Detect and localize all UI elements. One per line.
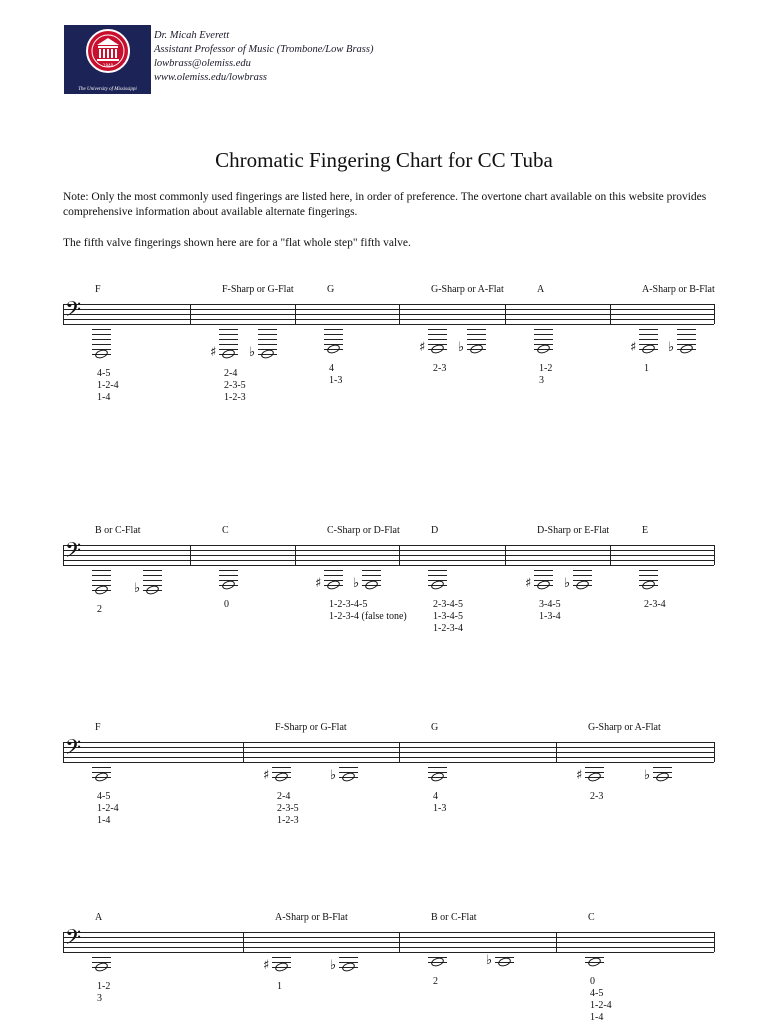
ledger-line [639, 329, 658, 330]
fingering-value: 1-2 [539, 363, 553, 374]
ledger-line [92, 329, 111, 330]
fingering-list [644, 363, 649, 375]
page-title: Chromatic Fingering Chart for CC Tuba [215, 148, 553, 172]
fingering-value: 1-2-4 [97, 803, 119, 814]
fingering-value: 2-3 [590, 791, 604, 802]
barline [399, 742, 400, 762]
fingering-value: 1-2-3 [224, 392, 246, 403]
fingering-value: 1-4 [97, 392, 111, 403]
barline [63, 932, 64, 952]
fingering-value: 4 [433, 791, 438, 802]
logo-caption: The University of Mississippi [78, 87, 137, 92]
note-name-label: F [95, 722, 101, 733]
note-name-label: A [95, 912, 103, 923]
ledger-line [362, 570, 381, 571]
fingering-list [97, 368, 119, 404]
contact-block [154, 29, 373, 85]
staff-line [63, 762, 714, 763]
ledger-line [639, 334, 658, 335]
sharp-icon: ♯ [525, 576, 532, 591]
fingering-value: 1-2-3-4 [433, 623, 463, 634]
barline [399, 304, 400, 324]
ledger-line [428, 575, 447, 576]
barline [243, 742, 244, 762]
barline [556, 742, 557, 762]
ledger-line [219, 575, 238, 576]
fingering-value: 1-3 [329, 375, 343, 386]
bass-clef-icon: 𝄢 [65, 925, 82, 954]
flat-icon: ♭ [353, 576, 360, 591]
ledger-line [92, 575, 111, 576]
fingering-value: 3 [97, 993, 102, 1004]
fingering-list [433, 363, 446, 375]
ledger-line [92, 339, 111, 340]
staff-line [63, 324, 714, 325]
fingering-list [590, 791, 603, 803]
sharp-icon: ♯ [315, 576, 322, 591]
fingering-value: 1-3-4-5 [433, 611, 463, 622]
barline [714, 304, 715, 324]
fingering-list [97, 981, 110, 1005]
fifth-valve-note: The fifth valve fingerings shown here are for a "flat whole step" fifth valve. [63, 237, 411, 249]
note-name-label: E [642, 525, 649, 536]
fingering-value: 3 [539, 375, 544, 386]
barline [190, 545, 191, 565]
staff-line [63, 555, 714, 556]
note-name-label: A-Sharp or B-Flat [642, 284, 715, 295]
ledger-line [92, 570, 111, 571]
ledger-line [362, 575, 381, 576]
fingering-value: 0 [224, 599, 229, 610]
fingering-value: 2-3-4 [644, 599, 666, 610]
ledger-line [272, 767, 291, 768]
ledger-line [573, 570, 592, 571]
flat-icon: ♭ [668, 340, 675, 355]
ledger-line [534, 575, 553, 576]
note-name-label: G [327, 284, 335, 295]
staff-line [63, 565, 714, 566]
barline [610, 304, 611, 324]
note-name-label: G-Sharp or A-Flat [588, 722, 661, 733]
ledger-line [534, 339, 553, 340]
author-position: Assistant Professor of Music (Trombone/Low Brass) [154, 44, 374, 55]
barline [63, 545, 64, 565]
barline [63, 304, 64, 324]
ledger-line [219, 339, 238, 340]
fingering-list [539, 599, 561, 623]
fingering-value: 2-4 [277, 791, 291, 802]
ledger-line [585, 767, 604, 768]
sharp-icon: ♯ [576, 768, 583, 783]
author-website[interactable]: www.olemiss.edu/lowbrass [154, 72, 267, 83]
fingering-list [644, 599, 666, 611]
ledger-line [428, 767, 447, 768]
ledger-line [143, 570, 162, 571]
sharp-icon: ♯ [263, 768, 270, 783]
fingering-value: 1-4 [97, 815, 111, 826]
fingering-list [329, 599, 407, 623]
staff-line [63, 942, 714, 943]
fingering-list [433, 976, 438, 988]
sharp-icon: ♯ [210, 345, 217, 360]
ledger-line [324, 329, 343, 330]
ledger-line [677, 339, 696, 340]
ledger-line [428, 570, 447, 571]
ledger-line [324, 339, 343, 340]
fingering-list [224, 368, 246, 404]
ledger-line [467, 339, 486, 340]
fingering-list [329, 363, 342, 387]
note-name-label: G [431, 722, 439, 733]
ledger-line [428, 334, 447, 335]
staff-line [63, 947, 714, 948]
ledger-line [258, 329, 277, 330]
note-name-label: C [222, 525, 229, 536]
note-name-label: D [431, 525, 439, 536]
fingering-value: 1-2-4 [97, 380, 119, 391]
ledger-line [258, 344, 277, 345]
ledger-line [653, 767, 672, 768]
fingering-value: 1 [644, 363, 649, 374]
fingering-list [277, 791, 299, 827]
barline [556, 932, 557, 952]
ledger-line [639, 575, 658, 576]
flat-icon: ♭ [458, 340, 465, 355]
fingering-value: 2-3-5 [224, 380, 246, 391]
flat-icon: ♭ [564, 576, 571, 591]
fingering-list [433, 791, 446, 815]
ledger-line [219, 329, 238, 330]
note-name-label: F-Sharp or G-Flat [222, 284, 294, 295]
flat-icon: ♭ [249, 345, 256, 360]
staff-line [63, 314, 714, 315]
fingering-value: 2-4 [224, 368, 238, 379]
fingering-value: 0 [590, 976, 595, 987]
ledger-line [467, 329, 486, 330]
fingering-value: 2 [97, 604, 102, 615]
bass-clef-icon: 𝄢 [65, 297, 82, 326]
barline [399, 545, 400, 565]
flat-icon: ♭ [486, 953, 493, 968]
bass-clef-icon: 𝄢 [65, 735, 82, 764]
barline [243, 932, 244, 952]
ledger-line [219, 334, 238, 335]
ledger-line [258, 334, 277, 335]
bass-clef-icon: 𝄢 [65, 538, 82, 567]
fingering-value: 1-2-3-4-5 [329, 599, 368, 610]
note-name-label: F [95, 284, 101, 295]
staff-line [63, 319, 714, 320]
fingering-list [224, 599, 229, 611]
ledger-line [339, 767, 358, 768]
ledger-line [92, 767, 111, 768]
author-name: Dr. Micah Everett [154, 30, 230, 41]
barline [295, 545, 296, 565]
fingering-value: 3-4-5 [539, 599, 561, 610]
ledger-line [219, 344, 238, 345]
note-name-label: A-Sharp or B-Flat [275, 912, 348, 923]
ledger-line [92, 334, 111, 335]
barline [190, 304, 191, 324]
fingering-value: 2-3-5 [277, 803, 299, 814]
barline [399, 932, 400, 952]
staff-line [63, 747, 714, 748]
lyceum-seal-icon [85, 28, 131, 80]
barline [63, 742, 64, 762]
barline [505, 545, 506, 565]
fingering-value: 1 [277, 981, 282, 992]
staff-line [63, 952, 714, 953]
ledger-line [92, 957, 111, 958]
fingering-value: 1-2-3-4 (false tone) [329, 611, 407, 622]
ledger-line [258, 339, 277, 340]
barline [505, 304, 506, 324]
ledger-line [324, 575, 343, 576]
sharp-icon: ♯ [630, 340, 637, 355]
staff-line [63, 550, 714, 551]
ledger-line [534, 570, 553, 571]
barline [295, 304, 296, 324]
ledger-line [639, 339, 658, 340]
flat-icon: ♭ [134, 581, 141, 596]
fingering-value: 1-2 [97, 981, 111, 992]
note-name-label: A [537, 284, 545, 295]
fingering-value: 1-2-4 [590, 1000, 612, 1011]
fingering-list [97, 604, 102, 616]
fingering-value: 2-3-4-5 [433, 599, 463, 610]
fingering-value: 4-5 [97, 368, 111, 379]
ledger-line [92, 580, 111, 581]
note-name-label: F-Sharp or G-Flat [275, 722, 347, 733]
fingering-value: 4-5 [590, 988, 604, 999]
fingering-list [433, 599, 463, 635]
fingering-list [590, 976, 612, 1024]
note-name-label: C [588, 912, 595, 923]
ledger-line [428, 329, 447, 330]
sharp-icon: ♯ [263, 958, 270, 973]
ledger-line [573, 575, 592, 576]
ledger-line [324, 334, 343, 335]
barline [714, 932, 715, 952]
barline [714, 545, 715, 565]
note-paragraph: Note: Only the most commonly used fingerings are listed here, in order of preference. The overtone chart available on this website provides comprehensive information about available alternate fingerings. [63, 191, 707, 218]
fingering-list [97, 791, 119, 827]
fingering-value: 1-4 [590, 1012, 604, 1023]
note-name-label: B or C-Flat [95, 525, 141, 536]
logo-year: 1848 [102, 63, 114, 68]
staff-line [63, 742, 714, 743]
ledger-line [143, 580, 162, 581]
fingering-list [277, 981, 282, 993]
fingering-value: 1-3-4 [539, 611, 561, 622]
flat-icon: ♭ [644, 768, 651, 783]
ledger-line [143, 575, 162, 576]
staff-line [63, 304, 714, 305]
ledger-line [467, 334, 486, 335]
barline [610, 545, 611, 565]
staff-line [63, 932, 714, 933]
ledger-line [339, 957, 358, 958]
ledger-line [534, 329, 553, 330]
staff-line [63, 309, 714, 310]
note-name-label: C-Sharp or D-Flat [327, 525, 400, 536]
fingering-value: 2 [433, 976, 438, 987]
ledger-line [639, 570, 658, 571]
note-name-label: D-Sharp or E-Flat [537, 525, 610, 536]
staff-line [63, 937, 714, 938]
fingering-value: 4 [329, 363, 334, 374]
staff-line [63, 545, 714, 546]
ledger-line [219, 570, 238, 571]
note-name-label: B or C-Flat [431, 912, 477, 923]
ledger-line [534, 334, 553, 335]
university-logo [64, 25, 151, 94]
sharp-icon: ♯ [419, 340, 426, 355]
fingering-value: 1-2-3 [277, 815, 299, 826]
ledger-line [272, 957, 291, 958]
staff-line [63, 752, 714, 753]
fingering-value: 1-3 [433, 803, 447, 814]
ledger-line [677, 334, 696, 335]
ledger-line [428, 339, 447, 340]
fingering-value: 2-3 [433, 363, 447, 374]
flat-icon: ♭ [330, 768, 337, 783]
author-email[interactable]: lowbrass@olemiss.edu [154, 58, 251, 69]
ledger-line [92, 344, 111, 345]
ledger-line [324, 570, 343, 571]
flat-icon: ♭ [330, 958, 337, 973]
fingering-value: 4-5 [97, 791, 111, 802]
barline [714, 742, 715, 762]
staff-line [63, 560, 714, 561]
fingering-list [539, 363, 552, 387]
staff-line [63, 757, 714, 758]
ledger-line [677, 329, 696, 330]
note-name-label: G-Sharp or A-Flat [431, 284, 504, 295]
